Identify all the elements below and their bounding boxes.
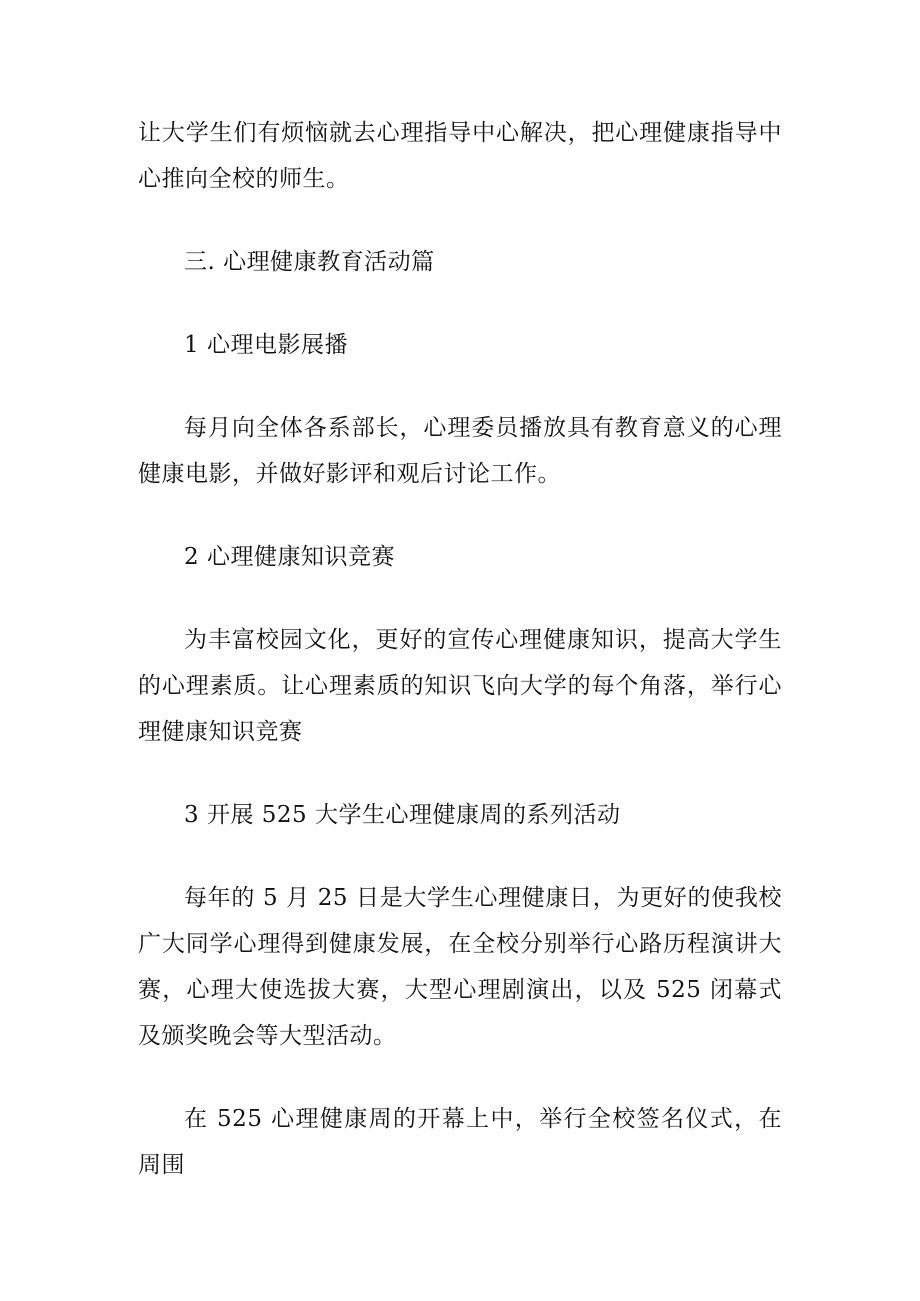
subheading-movie: 1 心理电影展播 xyxy=(184,332,348,358)
paragraph-week: 每年的 5 月 25 日是大学生心理健康日，为更好的使我校广大同学心理得到健康发展，在全校分别举行心路历程演讲大赛，心理大使选拔大赛，大型心理剧演出，以及 525 闭幕式及颁奖晚会等大型活动。 xyxy=(138,885,782,1049)
paragraph-quiz: 为丰富校园文化，更好的宣传心理健康知识，提高大学生的心理素质。让心理素质的知识飞向大学的每个角落，举行心理健康知识竞赛 xyxy=(138,627,782,745)
paragraph-continuation: 让大学生们有烦恼就去心理指导中心解决，把心理健康指导中心推向全校的师生。 xyxy=(138,120,782,192)
paragraph-movie: 每月向全体各系部长，心理委员播放具有教育意义的心理健康电影，并做好影评和观后讨论工作。 xyxy=(138,415,782,487)
subheading-quiz: 2 心理健康知识竞赛 xyxy=(184,544,395,570)
section-heading: 三. 心理健康教育活动篇 xyxy=(184,249,435,275)
subheading-week: 3 开展 525 大学生心理健康周的系列活动 xyxy=(184,802,621,828)
paragraph-opening: 在 525 心理健康周的开幕上中，举行全校签名仪式，在周围 xyxy=(138,1106,782,1178)
